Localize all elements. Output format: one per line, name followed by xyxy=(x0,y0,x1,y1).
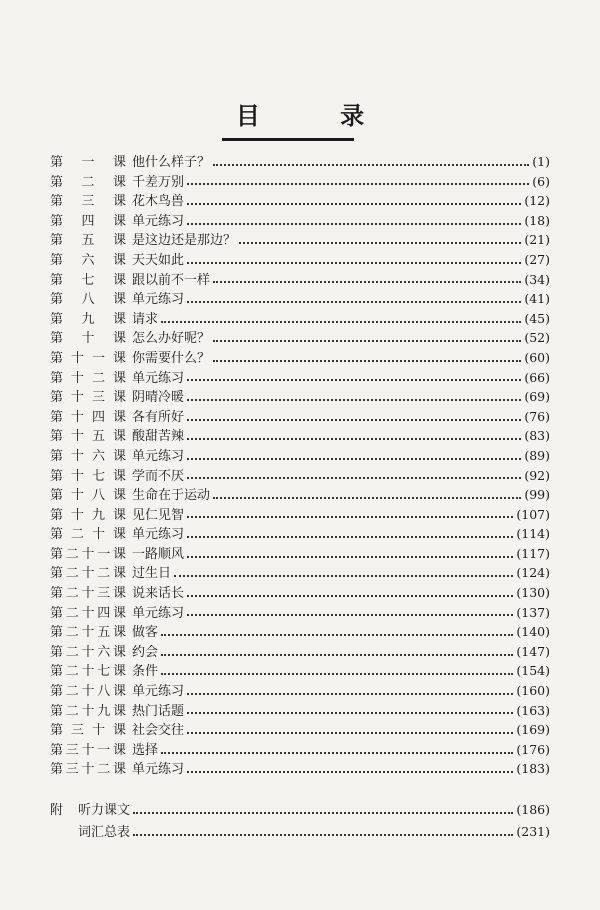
lesson-number: 第 十 七 课 xyxy=(50,468,126,484)
lesson-number: 第 四 课 xyxy=(50,213,126,229)
lesson-title: 约会 xyxy=(132,644,159,660)
lesson-title: 酸甜苦辣 xyxy=(132,429,185,445)
page-number: (154) xyxy=(516,663,550,679)
page-number: (18) xyxy=(524,212,550,228)
lesson-number: 第 二 课 xyxy=(50,174,126,190)
page-number: (163) xyxy=(516,702,550,718)
page-number: (124) xyxy=(516,565,550,581)
lesson-number: 第 二 十 五 课 xyxy=(50,625,126,641)
lesson-number: 第 十 三 课 xyxy=(50,390,126,406)
toc-row[interactable] xyxy=(50,720,550,740)
leader-dots xyxy=(213,360,521,362)
toc-row[interactable] xyxy=(50,701,550,721)
lesson-title: 单元练习 xyxy=(132,213,185,229)
toc-row[interactable] xyxy=(50,661,550,681)
leader-dots xyxy=(187,183,529,185)
lesson-title: 单元练习 xyxy=(132,684,185,700)
leader-dots xyxy=(174,575,513,577)
leader-dots xyxy=(187,379,521,381)
lesson-number: 第 十 一 课 xyxy=(50,350,126,366)
leader-dots xyxy=(187,301,521,303)
lesson-title: 单元练习 xyxy=(132,762,185,778)
toc-row[interactable] xyxy=(50,289,550,309)
page-number: (147) xyxy=(516,643,550,659)
lesson-title: 单元练习 xyxy=(132,448,185,464)
toc-row[interactable] xyxy=(50,505,550,525)
page-number: (107) xyxy=(516,506,550,522)
toc-row[interactable] xyxy=(50,622,550,642)
toc-row[interactable] xyxy=(50,642,550,662)
page-number: (45) xyxy=(524,310,550,326)
lesson-number: 第 三 十 一 课 xyxy=(50,742,126,758)
toc-row[interactable] xyxy=(50,348,550,368)
page-number: (89) xyxy=(524,447,550,463)
page-title: 目 录 xyxy=(235,101,401,130)
page-number: (140) xyxy=(516,624,550,640)
leader-dots xyxy=(161,321,521,323)
toc-row[interactable] xyxy=(50,152,550,172)
leader-dots xyxy=(187,516,513,518)
title-underline xyxy=(222,138,354,141)
page-number: (41) xyxy=(524,291,550,307)
page-number: (169) xyxy=(516,722,550,738)
leader-dots xyxy=(161,752,513,754)
lesson-title: 各有所好 xyxy=(132,409,185,425)
leader-dots xyxy=(187,712,513,714)
page-number: (176) xyxy=(516,741,550,757)
leader-dots xyxy=(187,693,513,695)
toc-row[interactable] xyxy=(50,191,550,211)
leader-dots xyxy=(187,536,513,538)
lesson-number: 第 十 六 课 xyxy=(50,448,126,464)
page-number: (66) xyxy=(524,369,550,385)
toc-row[interactable] xyxy=(50,466,550,486)
page-number: (183) xyxy=(516,761,550,777)
appendix-row[interactable] xyxy=(50,821,550,843)
toc-row[interactable] xyxy=(50,328,550,348)
lesson-title: 社会交往 xyxy=(132,723,185,739)
appendix-item-name: 词汇总表 xyxy=(78,825,131,840)
lesson-number: 第 五 课 xyxy=(50,233,126,249)
toc-row[interactable] xyxy=(50,230,550,250)
leader-dots xyxy=(187,223,521,225)
leader-dots xyxy=(187,771,513,773)
leader-dots xyxy=(239,242,521,244)
lesson-title: 他什么样子？ xyxy=(132,155,211,170)
leader-dots xyxy=(213,340,521,342)
leader-dots xyxy=(187,732,513,734)
lesson-number: 第 三 课 xyxy=(50,194,126,210)
lesson-number: 第 二 十 九 课 xyxy=(50,703,126,719)
lesson-title: 请求 xyxy=(132,311,159,327)
page-number: (160) xyxy=(516,683,550,699)
lesson-title: 花木鸟兽 xyxy=(132,194,185,210)
leader-dots xyxy=(187,438,521,440)
toc-row[interactable] xyxy=(50,387,550,407)
lesson-title: 单元练习 xyxy=(132,527,185,543)
lesson-number: 第 十 四 课 xyxy=(50,409,126,425)
appendix-item-name: 听力课文 xyxy=(78,803,131,818)
leader-dots xyxy=(213,497,521,499)
toc-row[interactable] xyxy=(50,211,550,231)
toc-row[interactable] xyxy=(50,603,550,623)
lesson-title: 见仁见智 xyxy=(132,507,185,523)
lesson-number: 第 十 五 课 xyxy=(50,429,126,445)
lesson-title: 一路顺风 xyxy=(132,546,185,562)
appendix-row[interactable] xyxy=(50,799,550,821)
lesson-title: 热门话题 xyxy=(132,703,185,719)
leader-dots xyxy=(187,556,513,558)
lesson-title: 阴晴冷暖 xyxy=(132,390,185,406)
leader-dots xyxy=(187,614,513,616)
toc-row[interactable] xyxy=(50,563,550,583)
toc-row[interactable] xyxy=(50,740,550,760)
lesson-title: 单元练习 xyxy=(132,292,185,308)
toc-list xyxy=(50,152,550,779)
lesson-title: 怎么办好呢？ xyxy=(132,331,211,347)
leader-dots xyxy=(187,203,521,205)
leader-dots xyxy=(133,812,513,814)
page-number: (69) xyxy=(524,389,550,405)
toc-row[interactable] xyxy=(50,172,550,192)
lesson-title: 选择 xyxy=(132,742,159,758)
lesson-number: 第 三 十 课 xyxy=(50,723,126,739)
lesson-title: 条件 xyxy=(132,664,159,680)
appendix-item-page: (231) xyxy=(516,824,550,839)
toc-row[interactable] xyxy=(50,426,550,446)
toc-row[interactable] xyxy=(50,309,550,329)
lesson-number: 第 二 十 六 课 xyxy=(50,644,126,660)
leader-dots xyxy=(213,281,521,283)
lesson-title: 是这边还是那边？ xyxy=(132,233,237,249)
page-number: (99) xyxy=(524,487,550,503)
page-number: (52) xyxy=(524,330,550,346)
lesson-number: 第 三 十 二 课 xyxy=(50,762,126,778)
lesson-number: 第 七 课 xyxy=(50,272,126,288)
lesson-number: 第 八 课 xyxy=(50,292,126,308)
page-number: (12) xyxy=(524,193,550,209)
leader-dots xyxy=(161,634,513,636)
page-number: (83) xyxy=(524,428,550,444)
lesson-number: 第 六 课 xyxy=(50,252,126,268)
leader-dots xyxy=(161,673,513,675)
lesson-title: 说来话长 xyxy=(132,586,185,602)
lesson-title: 你需要什么？ xyxy=(132,350,211,366)
page-number: (76) xyxy=(524,408,550,424)
page-number: (34) xyxy=(524,271,550,287)
toc-row[interactable] xyxy=(50,407,550,427)
toc-row[interactable] xyxy=(50,368,550,388)
lesson-title: 过生日 xyxy=(132,566,172,582)
page-number: (1) xyxy=(532,154,550,169)
toc-row[interactable] xyxy=(50,270,550,290)
leader-dots xyxy=(187,262,521,264)
page-number: (27) xyxy=(524,251,550,267)
leader-dots xyxy=(187,595,513,597)
appendix-item-page: (186) xyxy=(516,802,550,817)
lesson-number: 第 二 十 一 课 xyxy=(50,546,126,562)
lesson-number: 第 十 九 课 xyxy=(50,507,126,523)
lesson-number: 第 十 八 课 xyxy=(50,488,126,504)
lesson-number: 第 一 课 xyxy=(50,155,126,170)
lesson-title: 单元练习 xyxy=(132,370,185,386)
page-number: (92) xyxy=(524,467,550,483)
toc-row[interactable] xyxy=(50,250,550,270)
toc-row[interactable] xyxy=(50,759,550,779)
toc-row[interactable] xyxy=(50,544,550,564)
lesson-number: 第 二 十 课 xyxy=(50,527,126,543)
leader-dots xyxy=(133,834,513,836)
lesson-title: 生命在于运动 xyxy=(132,488,211,504)
lesson-title: 千差万别 xyxy=(132,174,185,190)
lesson-number: 第 二 十 三 课 xyxy=(50,586,126,602)
appendix-section xyxy=(50,799,550,843)
page-number: (60) xyxy=(524,349,550,365)
lesson-number: 第 二 十 四 课 xyxy=(50,605,126,621)
lesson-title: 单元练习 xyxy=(132,605,185,621)
toc-row[interactable] xyxy=(50,681,550,701)
leader-dots xyxy=(187,458,521,460)
page-number: (130) xyxy=(516,585,550,601)
lesson-title: 跟以前不一样 xyxy=(132,272,211,288)
page-number: (114) xyxy=(516,526,550,542)
leader-dots xyxy=(187,399,521,401)
toc-row[interactable] xyxy=(50,524,550,544)
page-number: (6) xyxy=(532,173,550,189)
toc-row[interactable] xyxy=(50,485,550,505)
lesson-number: 第 十 课 xyxy=(50,331,126,347)
lesson-number: 第 二 十 七 课 xyxy=(50,664,126,680)
toc-row[interactable] xyxy=(50,583,550,603)
leader-dots xyxy=(187,419,521,421)
lesson-number: 第 九 课 xyxy=(50,311,126,327)
page-number: (117) xyxy=(516,545,550,561)
lesson-number: 第 二 十 二 课 xyxy=(50,566,126,582)
leader-dots xyxy=(187,477,521,479)
appendix-label: 附 xyxy=(50,803,64,818)
leader-dots xyxy=(161,654,513,656)
leader-dots xyxy=(213,164,529,166)
lesson-number: 第 二 十 八 课 xyxy=(50,684,126,700)
lesson-number: 第 十 二 课 xyxy=(50,370,126,386)
lesson-title: 天天如此 xyxy=(132,252,185,268)
lesson-title: 做客 xyxy=(132,625,159,641)
toc-row[interactable] xyxy=(50,446,550,466)
lesson-title: 学而不厌 xyxy=(132,468,185,484)
page-number: (137) xyxy=(516,604,550,620)
page-number: (21) xyxy=(524,232,550,248)
